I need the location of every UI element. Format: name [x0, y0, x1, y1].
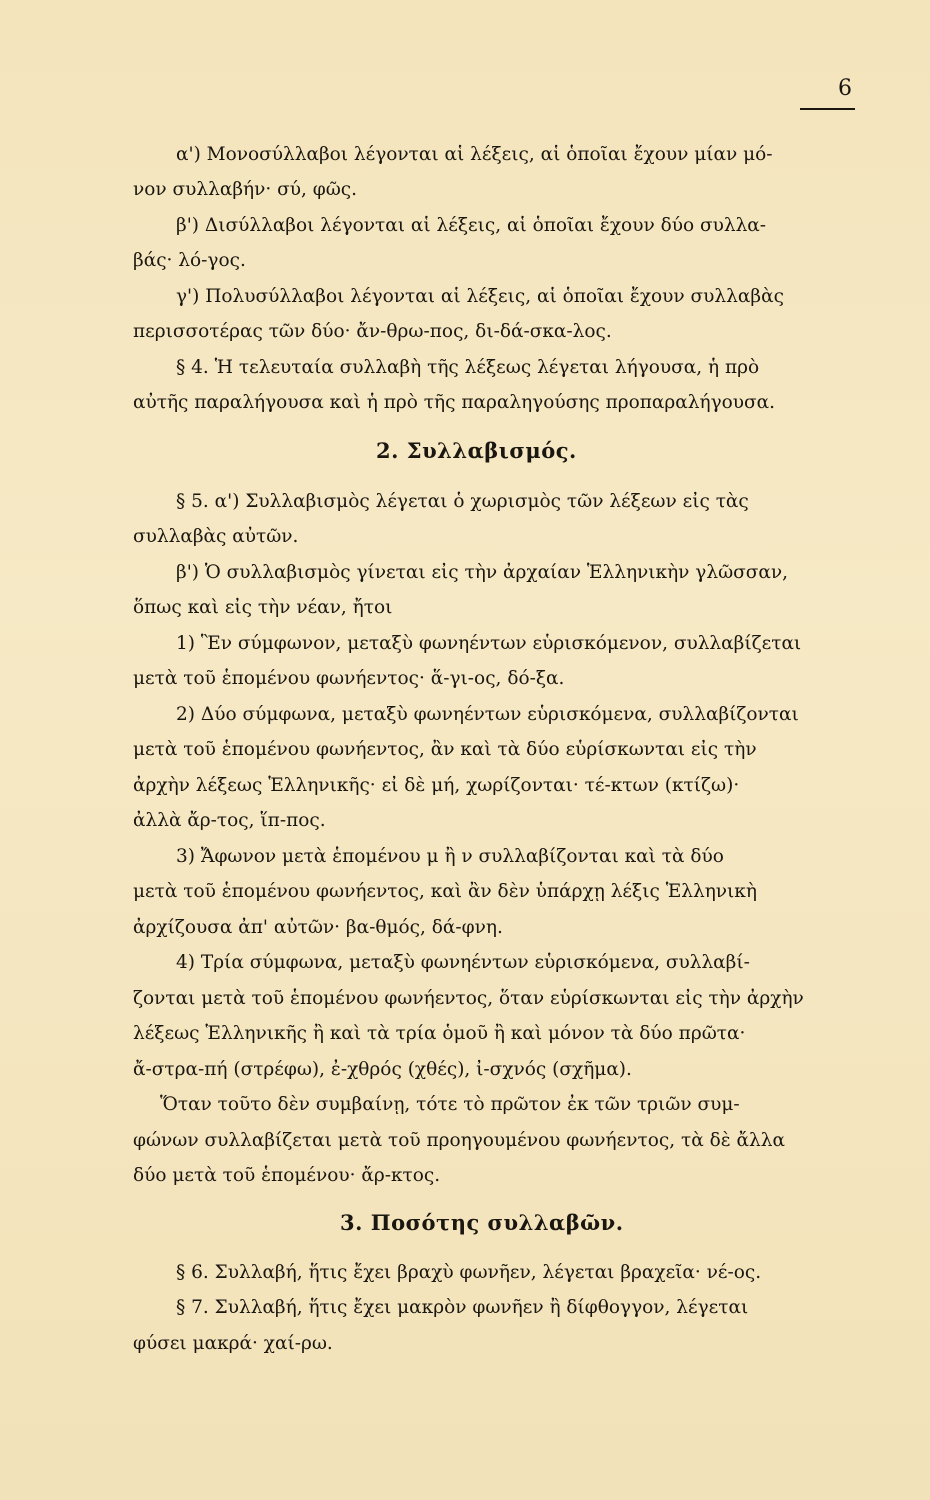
text-line: 4) Τρία σύμφωνα, μεταξὺ φωνηέντων εὑρισκόμενα, συλλαβί-	[176, 952, 750, 973]
text-line: φύσει μακρά· χαί-ρω.	[133, 1333, 333, 1354]
text-line: 2) Δύο σύμφωνα, μεταξὺ φωνηέντων εὑρισκόμενα, συλλαβίζονται	[176, 704, 799, 725]
text-line: § 6. Συλλαβή, ἥτις ἔχει βραχὺ φωνῆεν, λέγεται βραχεῖα· νέ-ος.	[176, 1262, 762, 1283]
text-line: β') Ὁ συλλαβισμὸς γίνεται εἰς τὴν ἀρχαίαν Ἑλληνικὴν γλῶσσαν,	[176, 562, 789, 583]
text-line: δύο μετὰ τοῦ ἑπομένου· ἄρ-κτος.	[133, 1165, 441, 1186]
page-number: 6	[838, 76, 852, 101]
text-line: αὐτῆς παραλήγουσα καὶ ἡ πρὸ τῆς παραληγούσης προπαραλήγουσα.	[133, 392, 776, 413]
section-heading: 2. Συλλαβισμός.	[376, 438, 577, 463]
text-line: λέξεως Ἑλληνικῆς ἢ καὶ τὰ τρία ὁμοῦ ἢ καὶ μόνον τὰ δύο πρῶτα·	[133, 1023, 746, 1044]
text-line: μετὰ τοῦ ἑπομένου φωνήεντος, καὶ ἂν δὲν ὑπάρχῃ λέξις Ἑλληνικὴ	[133, 881, 757, 902]
text-line: § 4. Ἡ τελευταία συλλαβὴ τῆς λέξεως λέγεται λήγουσα, ἡ πρὸ	[176, 357, 760, 378]
text-line: 3) Ἄφωνον μετὰ ἑπομένου μ ἢ ν συλλαβίζονται καὶ τὰ δύο	[176, 846, 724, 867]
text-line: ἀλλὰ ἄρ-τος, ἵπ-πος.	[133, 810, 326, 831]
text-line: περισσοτέρας τῶν δύο· ἄν-θρω-πος, δι-δά-σκα-λος.	[133, 321, 612, 342]
text-line: β') Δισύλλαβοι λέγονται αἱ λέξεις, αἱ ὁποῖαι ἔχουν δύο συλλα-	[176, 215, 767, 236]
text-line: μετὰ τοῦ ἑπομένου φωνήεντος· ἅ-γι-ος, δό-ξα.	[133, 668, 565, 689]
text-line: ἄ-στρα-πή (στρέφω), ἐ-χθρός (χθές), ἰ-σχνός (σχῆμα).	[133, 1059, 632, 1080]
text-line: ζονται μετὰ τοῦ ἑπομένου φωνήεντος, ὅταν εὑρίσκωνται εἰς τὴν ἀρχὴν	[133, 988, 804, 1009]
text-line: 1) Ἓν σύμφωνον, μεταξὺ φωνηέντων εὑρισκόμενον, συλλαβίζεται	[176, 633, 802, 654]
text-line: νον συλλαβήν· σύ, φῶς.	[133, 179, 358, 200]
text-line: α') Μονοσύλλαβοι λέγονται αἱ λέξεις, αἱ ὁποῖαι ἔχουν μίαν μό-	[176, 144, 773, 165]
text-line: γ') Πολυσύλλαβοι λέγονται αἱ λέξεις, αἱ ὁποῖαι ἔχουν συλλαβὰς	[176, 286, 784, 307]
text-line: § 7. Συλλαβή, ἥτις ἔχει μακρὸν φωνῆεν ἢ δίφθογγον, λέγεται	[176, 1297, 749, 1318]
text-line: Ὅταν τοῦτο δὲν συμβαίνῃ, τότε τὸ πρῶτον ἐκ τῶν τριῶν συμ-	[160, 1094, 740, 1115]
text-line: ἀρχίζουσα ἀπ' αὐτῶν· βα-θμός, δά-φνη.	[133, 917, 503, 938]
text-line: μετὰ τοῦ ἑπομένου φωνήεντος, ἂν καὶ τὰ δύο εὑρίσκωνται εἰς τὴν	[133, 739, 757, 760]
text-line: ἀρχὴν λέξεως Ἑλληνικῆς· εἰ δὲ μή, χωρίζονται· τέ-κτων (κτίζω)·	[133, 775, 740, 796]
text-line: βάς· λό-γος.	[133, 250, 246, 271]
text-line: § 5. α') Συλλαβισμὸς λέγεται ὁ χωρισμὸς τῶν λέξεων εἰς τὰς	[176, 491, 749, 512]
text-line: συλλαβὰς αὐτῶν.	[133, 526, 299, 547]
text-line: ὅπως καὶ εἰς τὴν νέαν, ἤτοι	[133, 597, 393, 618]
header-rule	[800, 108, 855, 110]
text-line: φώνων συλλαβίζεται μετὰ τοῦ προηγουμένου φωνήεντος, τὰ δὲ ἄλλα	[133, 1130, 785, 1151]
section-heading: 3. Ποσότης συλλαβῶν.	[340, 1210, 624, 1235]
